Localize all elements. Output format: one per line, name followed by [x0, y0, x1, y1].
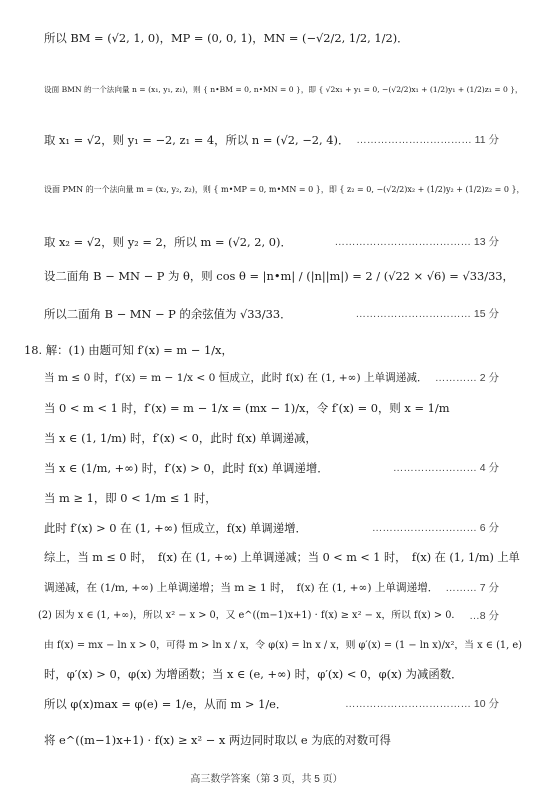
line-6-text: 设二面角 B − MN − P 为 θ，则 cos θ = |n•m| / (|n||m|) = 2 / (√22 × √6) = √33/33， [44, 269, 514, 283]
line-8 [0, 340, 533, 360]
line-8-text: 18. 解：(1) 由题可知 f′(x) = m − 1/x， [24, 343, 233, 357]
line-20-score: ……………………………… 10 分 [344, 698, 499, 710]
line-19-text: 时，φ′(x) > 0，φ(x) 为增函数；当 x ∈ (e, +∞) 时，φ′(x) < 0，φ(x) 为减函数． [44, 667, 463, 681]
page-footer: 高三数学答案（第 3 页，共 5 页） [190, 774, 343, 785]
line-10 [0, 398, 533, 418]
line-15-text: 综上，当 m ≤ 0 时， f(x) 在 (1, +∞) 上单调递减；当 0 < m < 1 时， f(x) 在 (1, 1/m) 上单 [44, 551, 520, 564]
line-13 [0, 488, 533, 508]
line-3-text: 取 x₁ = √2，则 y₁ = −2, z₁ = 4，所以 n = (√2, −2, 4)． [44, 133, 350, 147]
line-7-text: 所以二面角 B − MN − P 的余弦值为 √33/33． [44, 307, 292, 321]
line-5-score: ………………………………… 13 分 [334, 236, 499, 248]
line-9-text: 当 m ≤ 0 时，f′(x) = m − 1/x < 0 恒成立，此时 f(x) 在 (1, +∞) 上单调递减． [44, 372, 428, 384]
line-11 [0, 428, 533, 448]
line-17-score: …8 分 [469, 610, 499, 622]
line-18-text: 由 f(x) = mx − ln x > 0，可得 m > ln x / x，令 φ(x) = ln x / x，则 φ′(x) = (1 − ln x)/x²，当 x ∈ (1, e) [44, 640, 522, 651]
line-1-text: 所以 BM = (√2, 1, 0)，MP = (0, 0, 1)，MN = (−√2/2, 1/2, 1/2)． [44, 31, 409, 45]
line-9-score: ………… 2 分 [434, 372, 499, 384]
line-17-text: (2) 因为 x ∈ (1, +∞)，所以 x² − x > 0，又 e^((m−1)x+1) · f(x) ≥ x² − x，所以 f(x) > 0． [38, 610, 462, 621]
line-5 [0, 232, 533, 252]
line-7-score: …………………………… 15 分 [355, 308, 499, 320]
line-21-text: 将 e^((m−1)x+1) · f(x) ≥ x² − x 两边同时取以 e 为底的对数可得 [44, 733, 391, 747]
line-20-text: 所以 φ(x)max = φ(e) = 1/e，从而 m > 1/e． [44, 697, 288, 711]
line-16 [0, 578, 533, 598]
line-10-text: 当 0 < m < 1 时，f′(x) = m − 1/x = (mx − 1)/x，令 f′(x) = 0，则 x = 1/m [44, 401, 450, 415]
line-4-text: 设面 PMN 的一个法向量 m = (x₂, y₂, z₂)，则 { m•MP = 0, m•MN = 0 }，即 { z₂ = 0, −(√2/2)x₂ + (1/2)y₂ + (1/2)z₂ = 0 }， [44, 185, 525, 194]
line-9 [0, 368, 533, 388]
line-1 [0, 28, 533, 48]
line-12 [0, 458, 533, 478]
line-16-text: 调递减，在 (1/m, +∞) 上单调递增；当 m ≥ 1 时， f(x) 在 (1, +∞) 上单调递增． [44, 582, 439, 594]
line-19 [0, 664, 533, 684]
line-15 [0, 548, 533, 568]
line-5-text: 取 x₂ = √2，则 y₂ = 2，所以 m = (√2, 2, 0)． [44, 235, 292, 249]
line-20 [0, 694, 533, 714]
line-2-text: 设面 BMN 的一个法向量 n = (x₁, y₁, z₁)，则 { n•BM = 0, n•MN = 0 }，即 { √2x₁ + y₁ = 0, −(√2/2)x₁ + (1/2)y₁ + (1/2)z₁ = 0 }， [44, 85, 523, 94]
line-18 [0, 636, 533, 656]
line-4 [0, 180, 533, 200]
line-14-score: ………………………… 6 分 [371, 522, 499, 534]
line-3-score: …………………………… 11 分 [356, 134, 499, 146]
line-16-score: ……… 7 分 [445, 582, 499, 594]
line-13-text: 当 m ≥ 1，即 0 < 1/m ≤ 1 时， [44, 491, 217, 505]
line-6 [0, 266, 533, 286]
line-3 [0, 130, 533, 150]
line-2 [0, 80, 533, 100]
line-14 [0, 518, 533, 538]
line-14-text: 此时 f′(x) > 0 在 (1, +∞) 恒成立，f(x) 单调递增． [44, 521, 307, 535]
line-17 [0, 606, 533, 626]
line-12-text: 当 x ∈ (1/m, +∞) 时，f′(x) > 0，此时 f(x) 单调递增． [44, 461, 329, 475]
line-12-score: …………………… 4 分 [392, 462, 499, 474]
line-21 [0, 730, 533, 750]
line-7 [0, 304, 533, 324]
line-11-text: 当 x ∈ (1, 1/m) 时，f′(x) < 0，此时 f(x) 单调递减， [44, 431, 317, 445]
